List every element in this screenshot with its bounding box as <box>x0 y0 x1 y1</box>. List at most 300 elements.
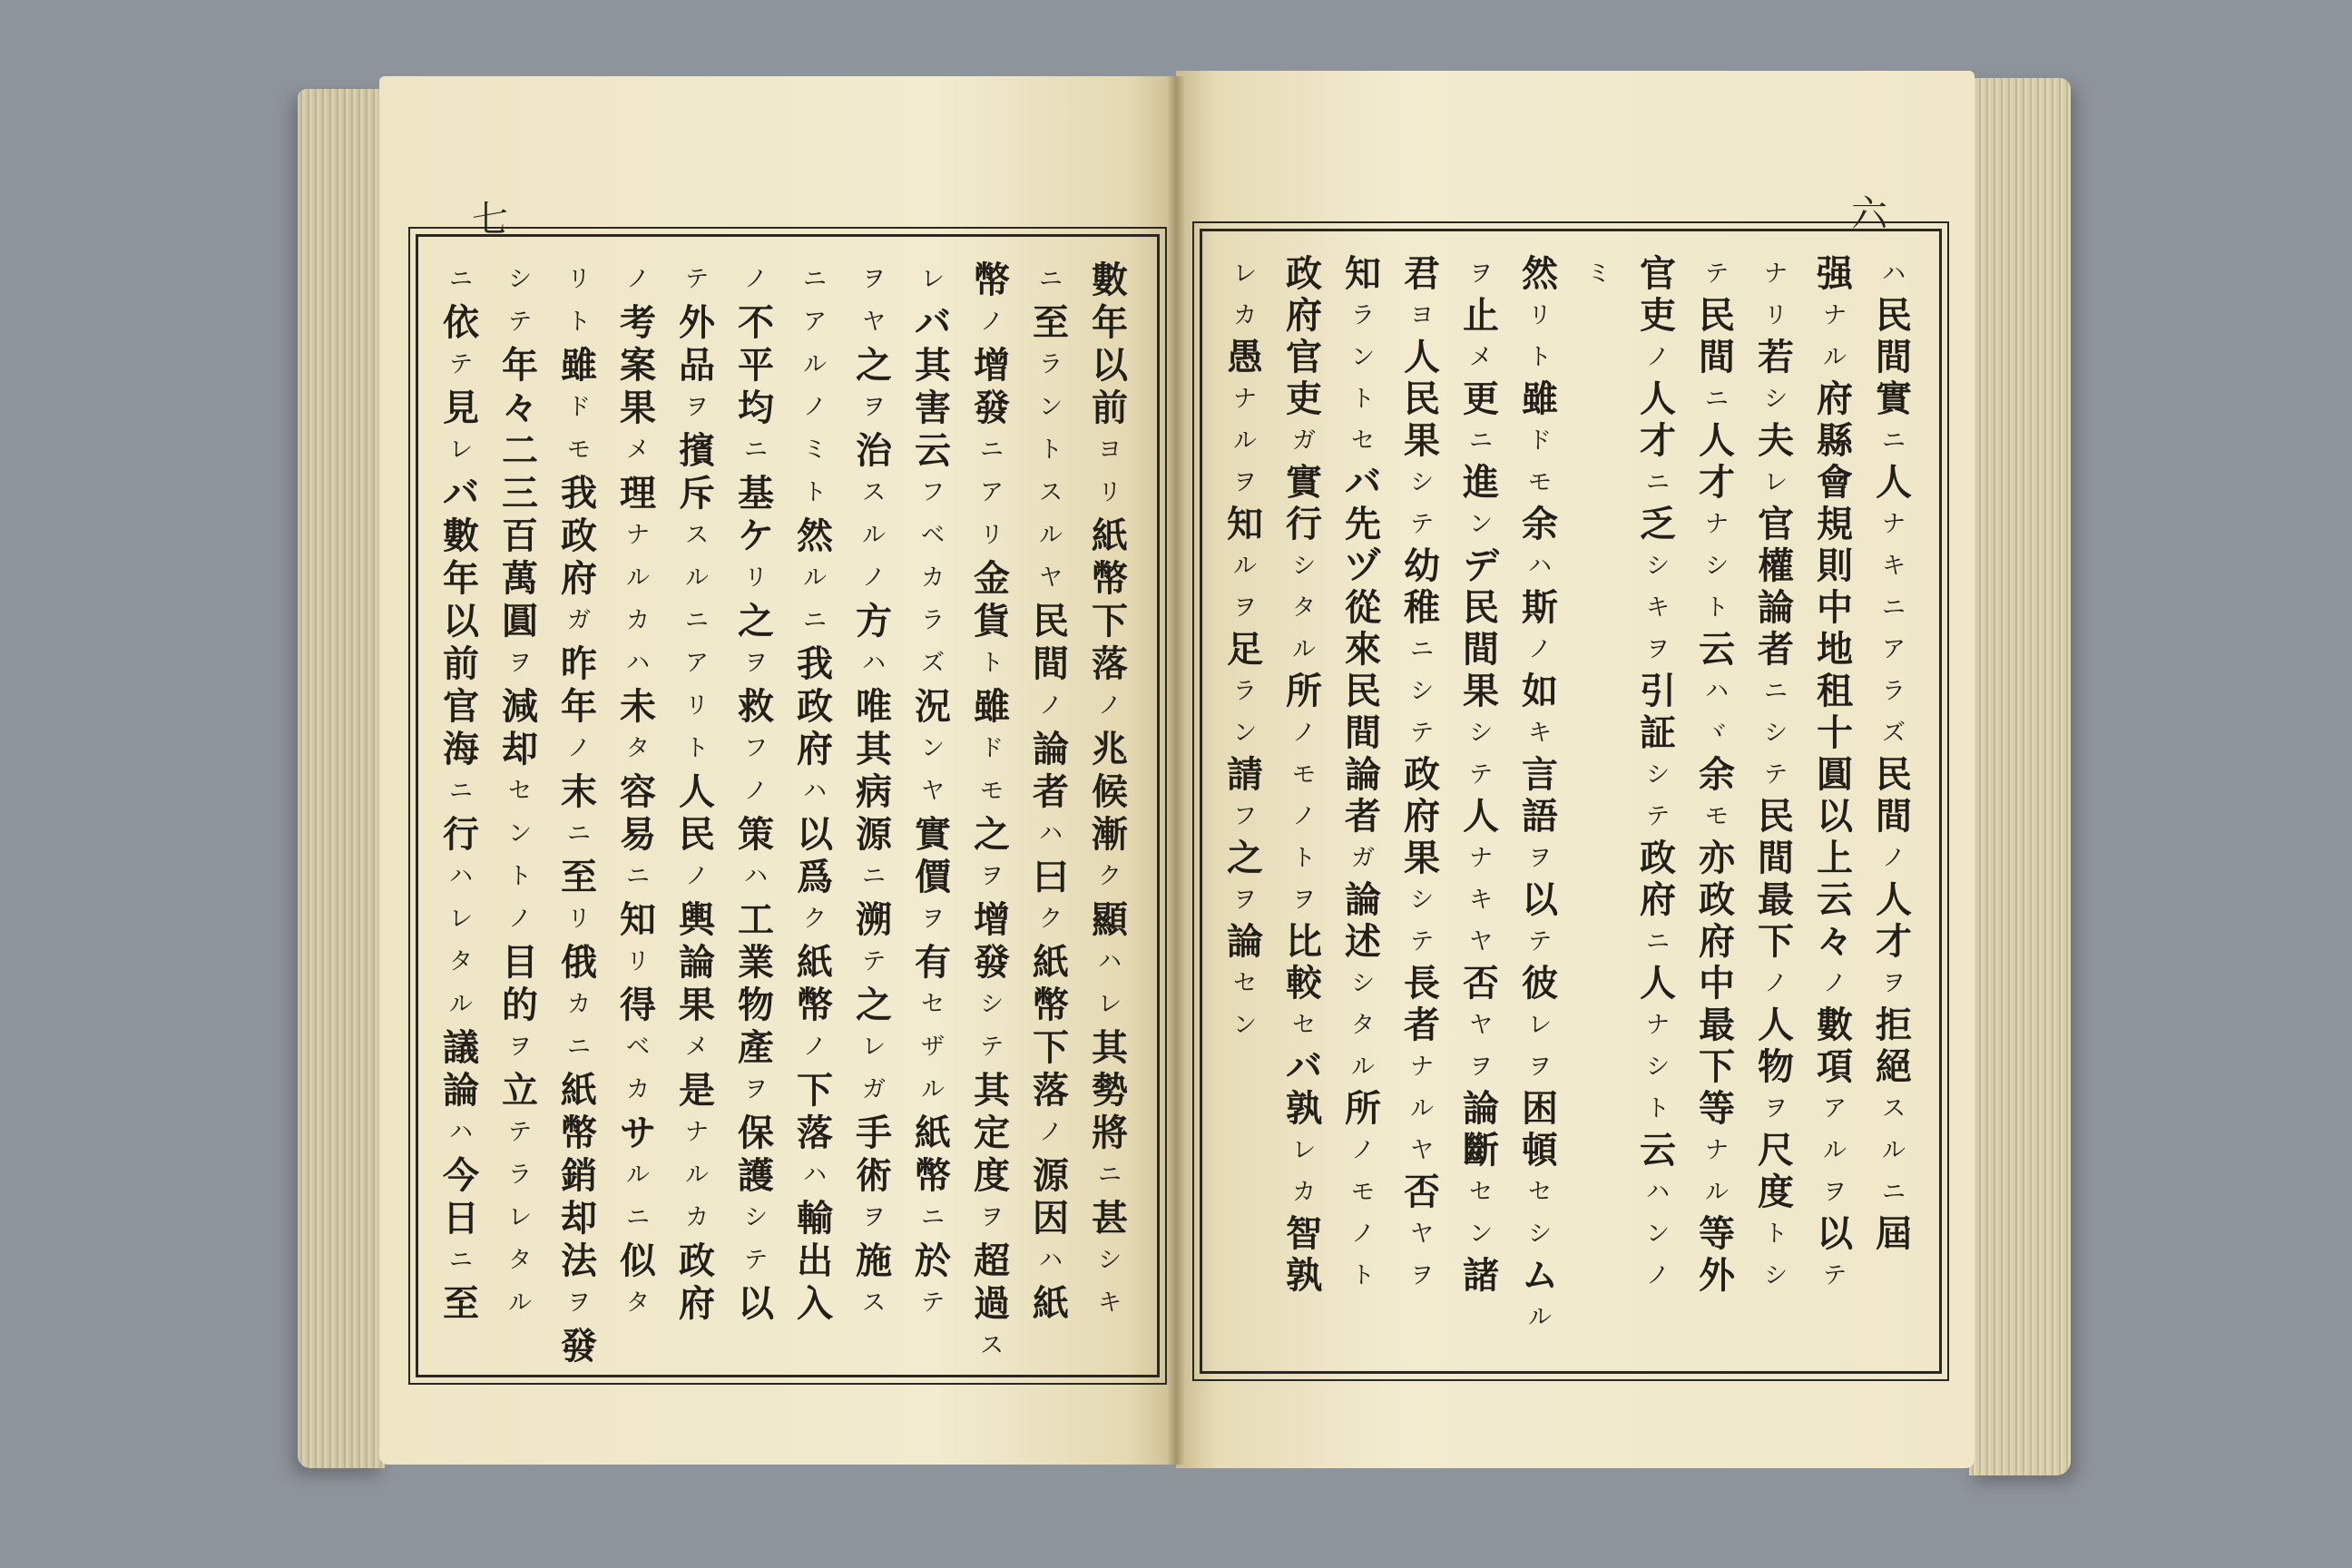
text-character: テ <box>1645 803 1670 830</box>
text-character: ノ <box>566 735 591 762</box>
text-character: 止 <box>1463 294 1499 337</box>
text-character: ア <box>1822 1095 1847 1122</box>
text-column <box>611 259 665 1325</box>
text-character: 者 <box>1345 795 1381 838</box>
text-character: レ <box>448 436 473 464</box>
text-character: 紙 <box>1033 1282 1069 1325</box>
text-character: 如 <box>1522 670 1558 712</box>
text-character: ヨ <box>1097 436 1122 464</box>
text-character: 年 <box>1092 301 1128 344</box>
text-character: モ <box>566 436 591 464</box>
text-character: 論 <box>1345 753 1381 796</box>
text-character: ル <box>448 991 473 1018</box>
text-character: 論 <box>1758 586 1794 629</box>
text-character: テ <box>920 1289 945 1317</box>
text-character: メ <box>625 436 650 464</box>
text-character: 府 <box>1640 878 1676 921</box>
text-character: 十 <box>1817 711 1853 754</box>
text-character: 幣 <box>974 259 1010 301</box>
text-character: メ <box>1468 344 1493 371</box>
text-character: テ <box>1409 928 1434 956</box>
text-character: ル <box>1822 344 1847 371</box>
text-character: 才 <box>1640 419 1676 462</box>
text-character: 其 <box>1092 1026 1128 1069</box>
text-character: ナ <box>684 1119 709 1146</box>
text-character: 間 <box>1876 795 1912 838</box>
text-column <box>1336 253 1390 1297</box>
text-character: 夫 <box>1758 419 1794 462</box>
text-character: 足 <box>1227 628 1263 671</box>
text-character: 人 <box>1640 962 1676 1004</box>
text-character: 果 <box>1404 837 1440 879</box>
text-character: ト <box>566 309 591 336</box>
text-character: ノ <box>1291 720 1316 747</box>
text-character: ル <box>920 1076 945 1103</box>
text-character: ニ <box>1409 636 1434 663</box>
text-character: バ <box>1286 1045 1322 1088</box>
text-character: シ <box>1409 887 1434 914</box>
text-character: 價 <box>915 856 951 898</box>
text-character: ド <box>1527 427 1552 455</box>
text-character: 等 <box>1699 1087 1735 1130</box>
text-character: ト <box>684 735 709 762</box>
text-character: シ <box>1350 970 1375 997</box>
text-character: 較 <box>1286 962 1322 1004</box>
text-character: 俄 <box>561 941 597 984</box>
text-character: レ <box>920 266 945 293</box>
text-character: リ <box>566 266 591 293</box>
text-character: ヅ <box>1345 544 1381 587</box>
text-character: 斥 <box>679 472 715 514</box>
text-character: ル <box>802 351 827 378</box>
text-character: ハ <box>1881 260 1906 288</box>
text-character: ノ <box>507 906 532 933</box>
text-character: 從 <box>1345 586 1381 629</box>
text-character: 孰 <box>1286 1087 1322 1130</box>
text-character: ク <box>1097 863 1122 890</box>
text-character: ル <box>1704 1179 1729 1206</box>
text-character: 年 <box>502 344 538 387</box>
text-character: 末 <box>561 770 597 813</box>
text-character: 治 <box>856 429 892 472</box>
text-character: ノ <box>625 266 650 293</box>
text-character: 之 <box>856 344 892 387</box>
text-character: テ <box>979 1034 1004 1061</box>
text-character: ル <box>625 1161 650 1189</box>
text-character: 果 <box>1404 419 1440 462</box>
text-character: ド <box>566 394 591 421</box>
text-character: ヲ <box>1409 1262 1434 1289</box>
text-column <box>1631 253 1685 1297</box>
text-character: 間 <box>1876 336 1912 378</box>
text-column <box>670 259 724 1325</box>
text-character: ニ <box>448 1247 473 1274</box>
text-character: ト <box>1763 1220 1788 1248</box>
text-column <box>1808 253 1862 1297</box>
text-character: ニ <box>1881 1179 1906 1206</box>
text-character: 人 <box>679 770 715 813</box>
text-character: ラ <box>1881 678 1906 705</box>
text-character: 將 <box>1092 1112 1128 1154</box>
text-character: 論 <box>679 941 715 984</box>
text-character: 比 <box>1286 920 1322 963</box>
text-character: 中 <box>1699 962 1735 1004</box>
text-character: 來 <box>1345 628 1381 671</box>
text-character: 輿 <box>679 898 715 941</box>
text-character: セ <box>920 991 945 1018</box>
text-character: ハ <box>1645 1179 1670 1206</box>
text-character: レ <box>448 906 473 933</box>
text-character: 更 <box>1463 377 1499 420</box>
text-character: セ <box>507 778 532 805</box>
text-character: 孰 <box>1286 1254 1322 1297</box>
text-character: シ <box>1704 553 1729 580</box>
text-character: 拒 <box>1876 1004 1912 1046</box>
text-character: 府 <box>1699 920 1735 963</box>
text-character: ニ <box>1881 427 1906 455</box>
text-character: ハ <box>448 1119 473 1146</box>
text-character: ル <box>1881 1137 1906 1164</box>
text-character: 雖 <box>974 685 1010 728</box>
text-character: ラ <box>1232 678 1257 705</box>
text-character: 府 <box>1286 294 1322 337</box>
text-character: 下 <box>797 1069 833 1112</box>
text-character: ハ <box>625 650 650 677</box>
text-character: 困 <box>1522 1087 1558 1130</box>
text-character: ニ <box>1763 678 1788 705</box>
text-character: ヲ <box>743 650 768 677</box>
text-character: 未 <box>620 685 656 728</box>
text-character: 至 <box>561 856 597 898</box>
text-character: ナ <box>625 522 650 549</box>
text-character: タ <box>625 735 650 762</box>
text-character: 知 <box>1345 252 1381 295</box>
text-character: ヲ <box>979 1204 1004 1231</box>
text-character: 民 <box>1699 294 1735 337</box>
text-character: 落 <box>1092 642 1128 685</box>
text-character: 以 <box>1522 878 1558 921</box>
text-character: 若 <box>1758 336 1794 378</box>
text-character: シ <box>1645 553 1670 580</box>
text-character: 却 <box>561 1197 597 1240</box>
text-character: 依 <box>443 301 479 344</box>
text-character: ニ <box>802 607 827 634</box>
text-character: ヤ <box>1409 1220 1434 1248</box>
text-character: ア <box>979 479 1004 506</box>
text-character: 其 <box>974 1069 1010 1112</box>
text-character: ナ <box>1409 1054 1434 1081</box>
text-character: ヲ <box>1232 594 1257 622</box>
text-character: 間 <box>1345 711 1381 754</box>
text-character: ヲ <box>1232 469 1257 496</box>
text-character: 幣 <box>915 1154 951 1197</box>
text-column <box>493 259 547 1325</box>
text-character: ム <box>1522 1254 1558 1297</box>
text-character: 斷 <box>1463 1129 1499 1171</box>
text-character: 云 <box>1817 878 1853 921</box>
text-character: ズ <box>920 650 945 677</box>
text-character: ン <box>1645 1220 1670 1248</box>
text-character: 君 <box>1404 252 1440 295</box>
text-character: ヲ <box>743 1076 768 1103</box>
text-character: セ <box>1350 427 1375 455</box>
right-text-frame <box>1200 229 1942 1374</box>
text-character: 平 <box>738 344 774 387</box>
text-character: ベ <box>625 1034 650 1061</box>
text-character: ト <box>1350 386 1375 413</box>
text-character: 人 <box>1876 878 1912 921</box>
text-character: 物 <box>1758 1045 1794 1088</box>
text-character: 銷 <box>561 1154 597 1197</box>
text-character: ア <box>684 650 709 677</box>
text-character: 人 <box>1699 419 1735 462</box>
text-character: 的 <box>502 984 538 1026</box>
text-column <box>1454 253 1508 1297</box>
text-character: ル <box>1350 1054 1375 1081</box>
text-character: カ <box>566 991 591 1018</box>
text-character: 害 <box>915 387 951 429</box>
text-character: 二 <box>502 429 538 472</box>
text-character: ハ <box>802 1161 827 1189</box>
text-character: タ <box>625 1289 650 1317</box>
text-character: セ <box>1291 1012 1316 1039</box>
text-character: 三 <box>502 472 538 514</box>
text-character: テ <box>507 1119 532 1146</box>
text-character: 々 <box>1817 920 1853 963</box>
text-character: 容 <box>620 770 656 813</box>
text-character: ニ <box>920 1204 945 1231</box>
text-character: シ <box>743 1204 768 1231</box>
text-character: 間 <box>1033 642 1069 685</box>
text-character: ノ <box>1645 1262 1670 1289</box>
text-character: 才 <box>1876 920 1912 963</box>
text-character: シ <box>1527 1220 1552 1248</box>
text-character: 先 <box>1345 503 1381 545</box>
text-character: 病 <box>856 770 892 813</box>
text-character: タ <box>1291 594 1316 622</box>
text-character: ル <box>684 1161 709 1189</box>
text-column <box>1572 253 1626 295</box>
text-column <box>1277 253 1331 1297</box>
text-character: キ <box>1468 887 1493 914</box>
text-column <box>1218 253 1272 1046</box>
text-character: ノ <box>1097 692 1122 720</box>
text-character: フ <box>743 735 768 762</box>
text-character: セ <box>1232 970 1257 997</box>
text-character: 考 <box>620 301 656 344</box>
text-character: 幣 <box>1033 984 1069 1026</box>
text-character: ヲ <box>1527 1054 1552 1081</box>
text-character: ノ <box>1881 845 1906 872</box>
text-character: 論 <box>1227 920 1263 963</box>
text-character: ヲ <box>1822 1179 1847 1206</box>
text-column <box>1690 253 1744 1297</box>
text-character: ニ <box>1468 427 1493 455</box>
text-character: ガ <box>566 607 591 634</box>
text-character: ル <box>1822 1137 1847 1164</box>
text-character: 人 <box>1876 461 1912 504</box>
text-character: モ <box>1527 469 1552 496</box>
left-text-frame <box>416 234 1160 1377</box>
text-character: シ <box>1468 720 1493 747</box>
text-character: ナ <box>1704 511 1729 538</box>
text-character: 然 <box>1522 252 1558 295</box>
text-character: ト <box>802 479 827 506</box>
text-character: 因 <box>1033 1197 1069 1240</box>
text-character: 々 <box>502 387 538 429</box>
text-character: 頓 <box>1522 1129 1558 1171</box>
text-character: 果 <box>679 984 715 1026</box>
text-character: ル <box>625 564 650 592</box>
text-character: 吏 <box>1286 377 1322 420</box>
text-character: バ <box>915 301 951 344</box>
text-character: 數 <box>443 514 479 557</box>
text-character: ン <box>920 735 945 762</box>
text-character: キ <box>1097 1289 1122 1317</box>
text-character: ニ <box>1645 928 1670 956</box>
text-character: リ <box>566 906 591 933</box>
text-character: サ <box>620 1112 656 1154</box>
text-character: 基 <box>738 472 774 514</box>
text-character: ノ <box>979 309 1004 336</box>
text-character: ニ <box>802 266 827 293</box>
text-character: 余 <box>1699 753 1735 796</box>
text-character: 唯 <box>856 685 892 728</box>
text-character: 前 <box>1092 387 1128 429</box>
text-character: 增 <box>974 898 1010 941</box>
text-character: ト <box>1704 594 1729 622</box>
text-character: 府 <box>561 557 597 600</box>
text-column <box>788 259 842 1325</box>
text-character: ト <box>1645 1095 1670 1122</box>
text-character: 曰 <box>1033 856 1069 898</box>
text-character: 之 <box>738 600 774 642</box>
text-character: 法 <box>561 1240 597 1282</box>
text-character: 勢 <box>1092 1069 1128 1112</box>
text-character: 之 <box>1227 837 1263 879</box>
text-character: 以 <box>1817 1212 1853 1255</box>
text-character: ヲ <box>1645 636 1670 663</box>
text-character: 中 <box>1817 586 1853 629</box>
text-character: 民 <box>1404 377 1440 420</box>
text-character: モ <box>1291 761 1316 789</box>
text-character: ヤ <box>1409 1137 1434 1164</box>
text-character: 方 <box>856 600 892 642</box>
text-character: 彼 <box>1522 962 1558 1004</box>
text-character: 引 <box>1640 670 1676 712</box>
text-column <box>847 259 901 1325</box>
text-character: 爲 <box>797 856 833 898</box>
text-character: 是 <box>679 1069 715 1112</box>
text-column <box>906 259 960 1325</box>
text-character: ヲ <box>507 1034 532 1061</box>
text-character: 官 <box>1286 336 1322 378</box>
text-character: 幼 <box>1404 544 1440 587</box>
text-character: テ <box>1822 1262 1847 1289</box>
text-character: 行 <box>443 813 479 856</box>
text-column <box>1024 259 1078 1325</box>
text-character: 强 <box>1817 252 1853 295</box>
text-character: 否 <box>1404 1171 1440 1213</box>
text-character: 尺 <box>1758 1129 1794 1171</box>
text-character: 源 <box>856 813 892 856</box>
text-character: タ <box>1350 1012 1375 1039</box>
text-character: 間 <box>1758 837 1794 879</box>
text-character: 救 <box>738 685 774 728</box>
text-character: レ <box>1763 469 1788 496</box>
text-character: ラ <box>1038 351 1063 378</box>
text-character: 至 <box>1033 301 1069 344</box>
text-character: 似 <box>620 1240 656 1282</box>
text-character: 政 <box>679 1240 715 1282</box>
text-character: ヨ <box>1409 302 1434 329</box>
text-character: 之 <box>974 813 1010 856</box>
text-character: 果 <box>620 387 656 429</box>
text-character: 落 <box>1033 1069 1069 1112</box>
text-character: 知 <box>620 898 656 941</box>
text-character: ノ <box>684 863 709 890</box>
text-character: レ <box>1097 991 1122 1018</box>
text-character: 品 <box>679 344 715 387</box>
text-character: 年 <box>561 685 597 728</box>
text-character: 民 <box>1463 586 1499 629</box>
text-character: ン <box>1468 511 1493 538</box>
text-character: 項 <box>1817 1045 1853 1088</box>
text-character: ヲ <box>861 266 886 293</box>
text-character: ガ <box>861 1076 886 1103</box>
text-character: 圓 <box>1817 753 1853 796</box>
text-character: ハ <box>1704 678 1729 705</box>
text-character: 海 <box>443 728 479 770</box>
text-character: 智 <box>1286 1212 1322 1255</box>
text-character: 擯 <box>679 429 715 472</box>
text-character: テ <box>448 351 473 378</box>
text-character: リ <box>743 564 768 592</box>
text-character: 今 <box>443 1154 479 1197</box>
text-character: ン <box>1232 1012 1257 1039</box>
text-character: ト <box>1350 1262 1375 1289</box>
text-character: ル <box>1409 1095 1434 1122</box>
text-character: テ <box>1763 761 1788 789</box>
text-character: 民 <box>1758 795 1794 838</box>
text-character: ル <box>802 564 827 592</box>
text-character: ス <box>861 479 886 506</box>
text-character: 府 <box>1404 795 1440 838</box>
text-character: ヤ <box>861 309 886 336</box>
text-character: カ <box>625 1076 650 1103</box>
text-character: 有 <box>915 941 951 984</box>
text-character: 護 <box>738 1154 774 1197</box>
text-column <box>552 259 606 1367</box>
text-character: ン <box>507 820 532 848</box>
text-character: 民 <box>1876 294 1912 337</box>
text-character: カ <box>684 1204 709 1231</box>
text-character: 況 <box>915 685 951 728</box>
text-character: 上 <box>1817 837 1853 879</box>
text-character: ニ <box>1038 266 1063 293</box>
text-character: 幣 <box>561 1112 597 1154</box>
text-character: 實 <box>1286 461 1322 504</box>
text-character: ハ <box>1038 820 1063 848</box>
text-character: 萬 <box>502 557 538 600</box>
text-character: 數 <box>1817 1004 1853 1046</box>
text-character: 業 <box>738 941 774 984</box>
text-character: ル <box>684 564 709 592</box>
text-character: 所 <box>1345 1087 1381 1130</box>
text-character: シ <box>507 266 532 293</box>
text-character: テ <box>1704 260 1729 288</box>
text-character: 屆 <box>1876 1212 1912 1255</box>
